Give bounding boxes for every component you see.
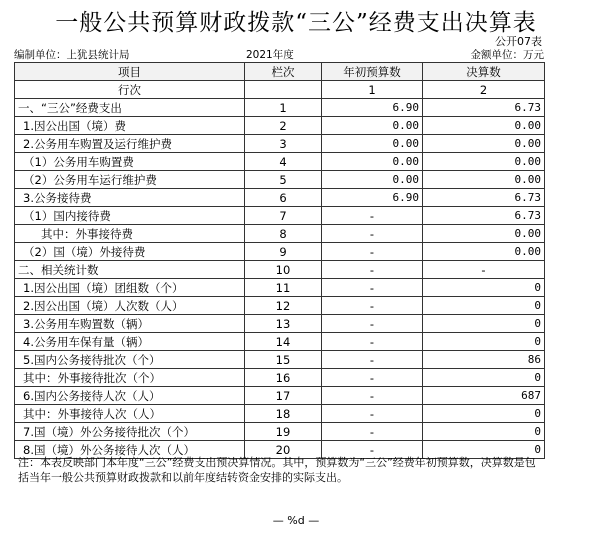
table-row <box>15 225 545 243</box>
row-seq: 8 <box>245 225 322 243</box>
row-final: 0 <box>423 279 545 297</box>
table-row <box>15 243 545 261</box>
row-item: 其中：外事接待费 <box>15 225 245 243</box>
row-seq: 20 <box>245 441 322 459</box>
row-item: 6.国内公务接待人次（人） <box>15 387 245 405</box>
index-budget: 1 <box>322 81 423 99</box>
form-number: 公开07表 <box>495 35 542 48</box>
row-item: 其中：外事接待人次（人） <box>15 405 245 423</box>
header-budget: 年初预算数 <box>322 63 423 81</box>
row-seq: 15 <box>245 351 322 369</box>
row-seq: 5 <box>245 171 322 189</box>
row-item: 5.国内公务接待批次（个） <box>15 351 245 369</box>
row-final: 0.00 <box>423 171 545 189</box>
row-seq: 14 <box>245 333 322 351</box>
row-final: 0 <box>423 315 545 333</box>
index-seq <box>245 81 322 99</box>
row-budget: - <box>322 387 423 405</box>
row-item: 二、相关统计数 <box>15 261 245 279</box>
table-row <box>15 207 545 225</box>
row-item: （1）公务用车购置费 <box>15 153 245 171</box>
row-seq: 1 <box>245 99 322 117</box>
row-final: 0.00 <box>423 225 545 243</box>
row-seq: 17 <box>245 387 322 405</box>
row-budget: - <box>322 333 423 351</box>
row-budget: - <box>322 207 423 225</box>
header-final: 决算数 <box>423 63 545 81</box>
row-budget: 6.90 <box>322 189 423 207</box>
table-row <box>15 99 545 117</box>
row-final: 0 <box>423 333 545 351</box>
table-row <box>15 171 545 189</box>
page-title: 一般公共预算财政拨款“三公”经费支出决算表 <box>55 10 537 36</box>
row-final: 0 <box>423 405 545 423</box>
table-row <box>15 387 545 405</box>
row-budget: - <box>322 297 423 315</box>
row-budget: 0.00 <box>322 135 423 153</box>
row-seq: 18 <box>245 405 322 423</box>
row-seq: 9 <box>245 243 322 261</box>
table-row <box>15 369 545 387</box>
row-budget: - <box>322 261 423 279</box>
row-item: 一、“三公”经费支出 <box>15 99 245 117</box>
table-row <box>15 315 545 333</box>
row-final: 0 <box>423 297 545 315</box>
row-budget: - <box>322 423 423 441</box>
row-seq: 16 <box>245 369 322 387</box>
row-budget: - <box>322 225 423 243</box>
row-item: （1）国内接待费 <box>15 207 245 225</box>
table-row <box>15 135 545 153</box>
row-budget: - <box>322 243 423 261</box>
row-final: 6.73 <box>423 207 545 225</box>
row-item: 8.国（境）外公务接待人次（人） <box>15 441 245 459</box>
table-index-row <box>15 81 545 99</box>
row-seq: 4 <box>245 153 322 171</box>
row-item: 1.因公出国（境）费 <box>15 117 245 135</box>
row-seq: 12 <box>245 297 322 315</box>
row-budget: 6.90 <box>322 99 423 117</box>
table-header-row <box>15 63 545 81</box>
compiler-label: 编制单位：上犹县统计局 <box>14 49 130 61</box>
table-row <box>15 117 545 135</box>
row-seq: 7 <box>245 207 322 225</box>
index-label: 行次 <box>15 81 245 99</box>
row-seq: 13 <box>245 315 322 333</box>
row-budget: - <box>322 351 423 369</box>
row-item: 3.公务接待费 <box>15 189 245 207</box>
row-item: 其中：外事接待批次（个） <box>15 369 245 387</box>
row-budget: - <box>322 405 423 423</box>
table-row <box>15 351 545 369</box>
row-final: 0 <box>423 423 545 441</box>
row-final: 86 <box>423 351 545 369</box>
table-row <box>15 189 545 207</box>
row-item: 2.公务用车购置及运行维护费 <box>15 135 245 153</box>
row-budget: - <box>322 369 423 387</box>
table-row <box>15 261 545 279</box>
row-budget: - <box>322 441 423 459</box>
row-budget: 0.00 <box>322 117 423 135</box>
table-row <box>15 153 545 171</box>
row-item: 7.国（境）外公务接待批次（个） <box>15 423 245 441</box>
row-item: 1.因公出国（境）团组数（个） <box>15 279 245 297</box>
header-item: 项目 <box>15 63 245 81</box>
row-item: （2）公务用车运行维护费 <box>15 171 245 189</box>
table-row <box>15 405 545 423</box>
row-item: 2.因公出国（境）人次数（人） <box>15 297 245 315</box>
table-row <box>15 333 545 351</box>
row-final: - <box>423 261 545 279</box>
year-label: 2021年度 <box>246 49 294 61</box>
row-final: 687 <box>423 387 545 405</box>
row-final: 0 <box>423 369 545 387</box>
row-final: 6.73 <box>423 99 545 117</box>
row-seq: 6 <box>245 189 322 207</box>
expense-table <box>14 62 545 459</box>
row-final: 0 <box>423 441 545 459</box>
table-row <box>15 279 545 297</box>
row-seq: 2 <box>245 117 322 135</box>
meta-row <box>14 47 544 61</box>
row-seq: 10 <box>245 261 322 279</box>
row-final: 0.00 <box>423 153 545 171</box>
row-seq: 19 <box>245 423 322 441</box>
row-seq: 3 <box>245 135 322 153</box>
row-seq: 11 <box>245 279 322 297</box>
unit-label: 金额单位：万元 <box>470 49 544 61</box>
table-row <box>15 423 545 441</box>
row-budget: 0.00 <box>322 171 423 189</box>
row-item: （2）国（境）外接待费 <box>15 243 245 261</box>
row-item: 3.公务用车购置数（辆） <box>15 315 245 333</box>
row-budget: - <box>322 315 423 333</box>
row-budget: 0.00 <box>322 153 423 171</box>
row-item: 4.公务用车保有量（辆） <box>15 333 245 351</box>
row-final: 0.00 <box>423 243 545 261</box>
footnote: 注：本表反映部门本年度“三公”经费支出预决算情况。其中，预算数为“三公”经费年初预算数，决算数是包括当年一般公共预算财政拨款和以前年度结转资金安排的实际支出。 <box>18 456 536 484</box>
table-row <box>15 297 545 315</box>
row-final: 0.00 <box>423 135 545 153</box>
row-final: 6.73 <box>423 189 545 207</box>
row-budget: - <box>322 279 423 297</box>
header-seq: 栏次 <box>245 63 322 81</box>
index-final: 2 <box>423 81 545 99</box>
row-final: 0.00 <box>423 117 545 135</box>
page-number: — %d — <box>272 514 320 527</box>
